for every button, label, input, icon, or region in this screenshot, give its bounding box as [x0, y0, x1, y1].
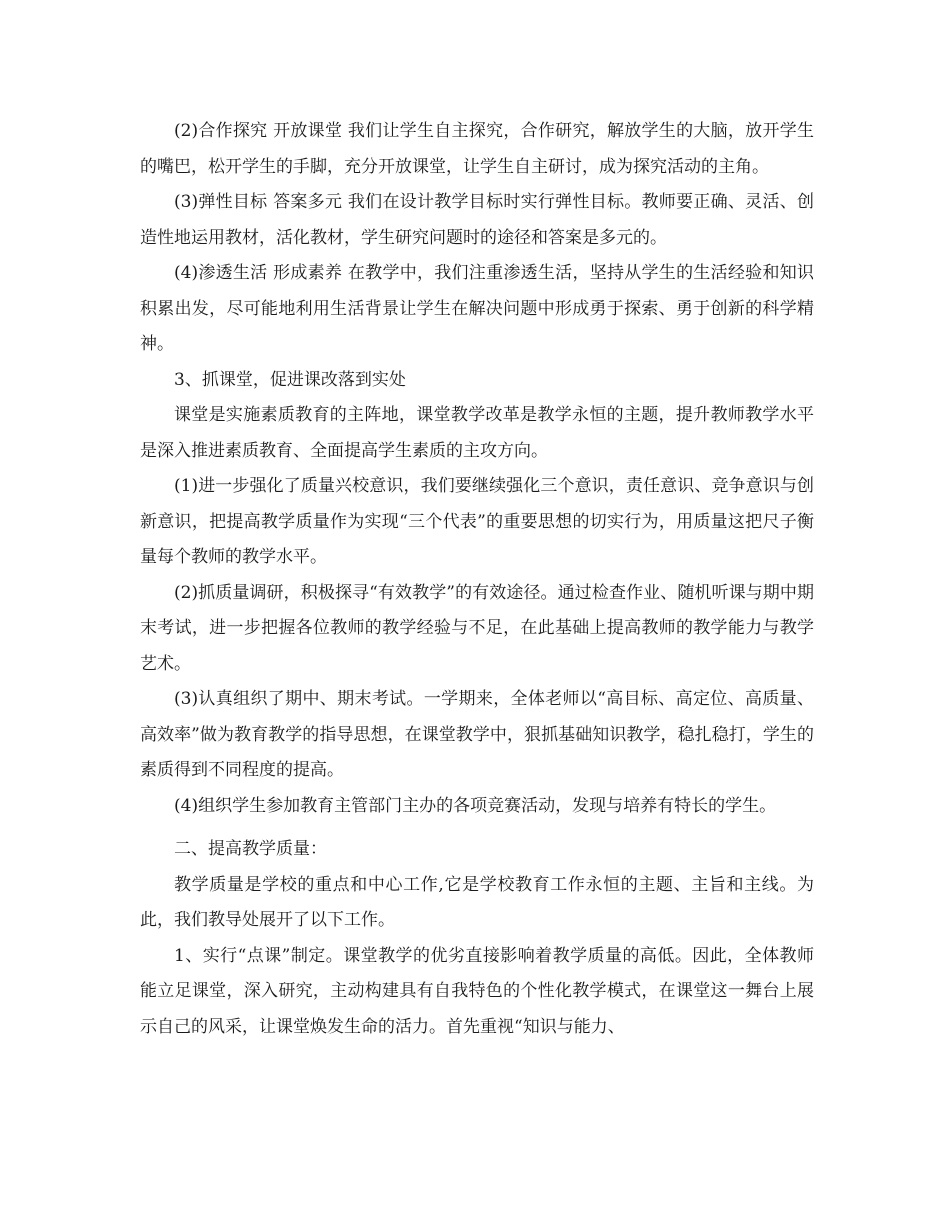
paragraph: (3)认真组织了期中、期末考试。一学期来，全体老师以“高目标、高定位、高质量、高效率”做为教育教学的指导思想，在课堂教学中，狠抓基础知识教学，稳扎稳打，学生的素质得到不同程度的提高。: [140, 689, 814, 780]
section-heading: 二、提高教学质量：: [174, 839, 327, 859]
document-body: [140, 114, 814, 1045]
paragraph: (3)弹性目标 答案多元 我们在设计教学目标时实行弹性目标。教师要正确、灵活、创造性地运用教材，活化教材，学生研究问题时的途径和答案是多元的。: [140, 192, 814, 248]
paragraph: (1)进一步强化了质量兴校意识，我们要继续强化三个意识，责任意识、竞争意识与创新意识，把提高教学质量作为实现“三个代表”的重要思想的切实行为，用质量这把尺子衡量每个教师的教学水平。: [140, 476, 814, 567]
section-heading: 3、抓课堂，促进课改落到实处: [174, 369, 406, 390]
paragraph: 1、实行“点课”制定。课堂教学的优劣直接影响着教学质量的高低。因此，全体教师能立足课堂，深入研究，主动构建具有自我特色的个性化教学模式，在课堂这一舞台上展示自己的风采，让课堂焕发生命的活力。首先重视“知识与能力、: [140, 945, 814, 1037]
paragraph: (2)合作探究 开放课堂 我们让学生自主探究，合作研究，解放学生的大脑，放开学生的嘴巴，松开学生的手脚，充分开放课堂，让学生自主研讨，成为探究活动的主角。: [140, 121, 814, 177]
paragraph: (2)抓质量调研，积极探寻“有效教学”的有效途径。通过检查作业、随机听课与期中期末考试，进一步把握各位教师的教学经验与不足，在此基础上提高教师的教学能力与教学艺术。: [140, 582, 814, 674]
paragraph: (4)渗透生活 形成素养 在教学中，我们注重渗透生活，坚持从学生的生活经验和知识积累出发，尽可能地利用生活背景让学生在解决问题中形成勇于探索、勇于创新的科学精神。: [140, 263, 814, 354]
paragraph: 教学质量是学校的重点和中心工作,它是学校教育工作永恒的主题、主旨和主线。为此，我们教导处展开了以下工作。: [140, 874, 814, 930]
paragraph: (4)组织学生参加教育主管部门主办的各项竞赛活动，发现与培养有特长的学生。: [174, 795, 777, 816]
paragraph: 课堂是实施素质教育的主阵地，课堂教学改革是教学永恒的主题，提升教师教学水平是深入推进素质教育、全面提高学生素质的主攻方向。: [140, 405, 814, 461]
